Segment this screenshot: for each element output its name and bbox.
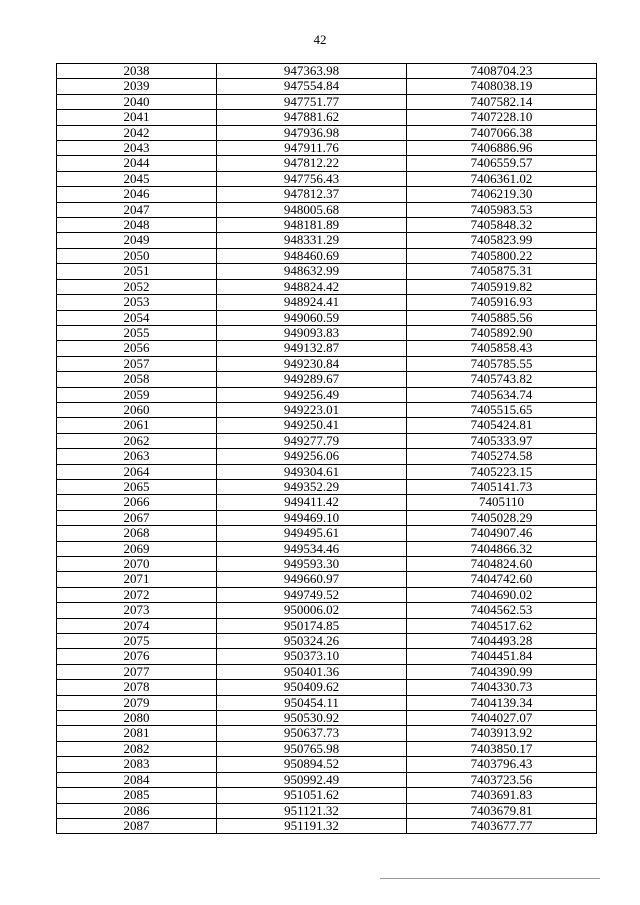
point-number-cell: 2041: [57, 110, 217, 125]
table-row: [57, 79, 597, 94]
x-coordinate-cell: 947751.77: [217, 94, 407, 109]
coordinates-table-body: [57, 64, 597, 834]
table-row: [57, 449, 597, 464]
x-coordinate-cell: 950373.10: [217, 649, 407, 664]
y-coordinate-cell: 7405223.15: [407, 464, 597, 479]
x-coordinate-cell: 949660.97: [217, 572, 407, 587]
point-number-cell: 2074: [57, 618, 217, 633]
page-number: 42: [313, 32, 327, 47]
table-row: [57, 788, 597, 803]
table-row: [57, 479, 597, 494]
point-number-cell: 2059: [57, 387, 217, 402]
x-coordinate-cell: 950765.98: [217, 741, 407, 756]
point-number-cell: 2038: [57, 64, 217, 79]
y-coordinate-cell: 7403679.81: [407, 803, 597, 818]
y-coordinate-cell: 7405333.97: [407, 433, 597, 448]
table-row: [57, 248, 597, 263]
point-number-cell: 2066: [57, 495, 217, 510]
point-number-cell: 2062: [57, 433, 217, 448]
y-coordinate-cell: 7404390.99: [407, 664, 597, 679]
y-coordinate-cell: 7405028.29: [407, 510, 597, 525]
point-number-cell: 2057: [57, 356, 217, 371]
y-coordinate-cell: 7404866.32: [407, 541, 597, 556]
y-coordinate-cell: 7404493.28: [407, 634, 597, 649]
y-coordinate-cell: 7404517.62: [407, 618, 597, 633]
table-row: [57, 202, 597, 217]
point-number-cell: 2072: [57, 587, 217, 602]
y-coordinate-cell: 7405858.43: [407, 341, 597, 356]
y-coordinate-cell: 7403723.56: [407, 772, 597, 787]
y-coordinate-cell: 7406219.30: [407, 187, 597, 202]
point-number-cell: 2068: [57, 526, 217, 541]
y-coordinate-cell: 7406361.02: [407, 171, 597, 186]
table-row: [57, 618, 597, 633]
table-row: [57, 433, 597, 448]
table-row: [57, 141, 597, 156]
table-row: [57, 526, 597, 541]
y-coordinate-cell: 7408704.23: [407, 64, 597, 79]
table-row: [57, 818, 597, 833]
table-row: [57, 772, 597, 787]
y-coordinate-cell: 7405743.82: [407, 372, 597, 387]
y-coordinate-cell: 7404330.73: [407, 680, 597, 695]
x-coordinate-cell: 948005.68: [217, 202, 407, 217]
y-coordinate-cell: 7405141.73: [407, 479, 597, 494]
point-number-cell: 2077: [57, 664, 217, 679]
y-coordinate-cell: 7406886.96: [407, 141, 597, 156]
point-number-cell: 2086: [57, 803, 217, 818]
y-coordinate-cell: 7408038.19: [407, 79, 597, 94]
y-coordinate-cell: 7405634.74: [407, 387, 597, 402]
point-number-cell: 2070: [57, 557, 217, 572]
point-number-cell: 2051: [57, 264, 217, 279]
table-row: [57, 94, 597, 109]
point-number-cell: 2046: [57, 187, 217, 202]
point-number-cell: 2083: [57, 757, 217, 772]
x-coordinate-cell: 949352.29: [217, 479, 407, 494]
x-coordinate-cell: 950006.02: [217, 603, 407, 618]
y-coordinate-cell: 7405916.93: [407, 295, 597, 310]
x-coordinate-cell: 949749.52: [217, 587, 407, 602]
table-row: [57, 695, 597, 710]
point-number-cell: 2049: [57, 233, 217, 248]
table-row: [57, 372, 597, 387]
y-coordinate-cell: 7407582.14: [407, 94, 597, 109]
table-row: [57, 233, 597, 248]
y-coordinate-cell: 7405274.58: [407, 449, 597, 464]
y-coordinate-cell: 7404742.60: [407, 572, 597, 587]
point-number-cell: 2064: [57, 464, 217, 479]
table-row: [57, 125, 597, 140]
x-coordinate-cell: 949411.42: [217, 495, 407, 510]
y-coordinate-cell: 7403677.77: [407, 818, 597, 833]
point-number-cell: 2056: [57, 341, 217, 356]
point-number-cell: 2076: [57, 649, 217, 664]
y-coordinate-cell: 7403691.83: [407, 788, 597, 803]
y-coordinate-cell: 7407066.38: [407, 125, 597, 140]
y-coordinate-cell: 7406559.57: [407, 156, 597, 171]
y-coordinate-cell: 7404139.34: [407, 695, 597, 710]
table-row: [57, 218, 597, 233]
y-coordinate-cell: 7405785.55: [407, 356, 597, 371]
x-coordinate-cell: 948331.29: [217, 233, 407, 248]
y-coordinate-cell: 7405800.22: [407, 248, 597, 263]
coordinates-table: [56, 63, 597, 834]
y-coordinate-cell: 7405983.53: [407, 202, 597, 217]
table-row: [57, 603, 597, 618]
x-coordinate-cell: 950174.85: [217, 618, 407, 633]
table-row: [57, 634, 597, 649]
table-row: [57, 418, 597, 433]
x-coordinate-cell: 951191.32: [217, 818, 407, 833]
table-row: [57, 510, 597, 525]
point-number-cell: 2040: [57, 94, 217, 109]
table-row: [57, 757, 597, 772]
x-coordinate-cell: 949256.49: [217, 387, 407, 402]
x-coordinate-cell: 948181.89: [217, 218, 407, 233]
point-number-cell: 2039: [57, 79, 217, 94]
table-row: [57, 279, 597, 294]
table-row: [57, 356, 597, 371]
table-row: [57, 156, 597, 171]
point-number-cell: 2050: [57, 248, 217, 263]
table-row: [57, 649, 597, 664]
table-row: [57, 187, 597, 202]
table-row: [57, 680, 597, 695]
x-coordinate-cell: 947936.98: [217, 125, 407, 140]
x-coordinate-cell: 950454.11: [217, 695, 407, 710]
table-row: [57, 341, 597, 356]
x-coordinate-cell: 948632.99: [217, 264, 407, 279]
x-coordinate-cell: 950401.36: [217, 664, 407, 679]
x-coordinate-cell: 947756.43: [217, 171, 407, 186]
x-coordinate-cell: 947812.22: [217, 156, 407, 171]
y-coordinate-cell: 7404027.07: [407, 711, 597, 726]
y-coordinate-cell: 7405823.99: [407, 233, 597, 248]
table-row: [57, 711, 597, 726]
x-coordinate-cell: 949060.59: [217, 310, 407, 325]
y-coordinate-cell: 7404907.46: [407, 526, 597, 541]
y-coordinate-cell: 7405848.32: [407, 218, 597, 233]
table-row: [57, 587, 597, 602]
x-coordinate-cell: 950637.73: [217, 726, 407, 741]
y-coordinate-cell: 7404562.53: [407, 603, 597, 618]
table-row: [57, 726, 597, 741]
point-number-cell: 2065: [57, 479, 217, 494]
point-number-cell: 2082: [57, 741, 217, 756]
table-row: [57, 557, 597, 572]
x-coordinate-cell: 947363.98: [217, 64, 407, 79]
y-coordinate-cell: 7404690.02: [407, 587, 597, 602]
y-coordinate-cell: 7403796.43: [407, 757, 597, 772]
y-coordinate-cell: 7407228.10: [407, 110, 597, 125]
x-coordinate-cell: 947812.37: [217, 187, 407, 202]
x-coordinate-cell: 948824.42: [217, 279, 407, 294]
point-number-cell: 2054: [57, 310, 217, 325]
table-row: [57, 664, 597, 679]
table-row: [57, 325, 597, 340]
y-coordinate-cell: 7405875.31: [407, 264, 597, 279]
x-coordinate-cell: 949277.79: [217, 433, 407, 448]
table-row: [57, 741, 597, 756]
table-row: [57, 171, 597, 186]
x-coordinate-cell: 948460.69: [217, 248, 407, 263]
y-coordinate-cell: 7404451.84: [407, 649, 597, 664]
point-number-cell: 2058: [57, 372, 217, 387]
point-number-cell: 2073: [57, 603, 217, 618]
point-number-cell: 2075: [57, 634, 217, 649]
table-row: [57, 495, 597, 510]
footer-divider: [380, 878, 600, 879]
x-coordinate-cell: 949304.61: [217, 464, 407, 479]
point-number-cell: 2044: [57, 156, 217, 171]
x-coordinate-cell: 950530.92: [217, 711, 407, 726]
point-number-cell: 2067: [57, 510, 217, 525]
y-coordinate-cell: 7403850.17: [407, 741, 597, 756]
table-row: [57, 402, 597, 417]
x-coordinate-cell: 950894.52: [217, 757, 407, 772]
point-number-cell: 2045: [57, 171, 217, 186]
x-coordinate-cell: 950992.49: [217, 772, 407, 787]
point-number-cell: 2069: [57, 541, 217, 556]
point-number-cell: 2047: [57, 202, 217, 217]
x-coordinate-cell: 949093.83: [217, 325, 407, 340]
table-row: [57, 264, 597, 279]
y-coordinate-cell: 7405919.82: [407, 279, 597, 294]
x-coordinate-cell: 949132.87: [217, 341, 407, 356]
table-row: [57, 541, 597, 556]
x-coordinate-cell: 949256.06: [217, 449, 407, 464]
table-row: [57, 803, 597, 818]
point-number-cell: 2084: [57, 772, 217, 787]
x-coordinate-cell: 949495.61: [217, 526, 407, 541]
table-row: [57, 387, 597, 402]
point-number-cell: 2060: [57, 402, 217, 417]
table-row: [57, 295, 597, 310]
table-row: [57, 464, 597, 479]
y-coordinate-cell: 7405424.81: [407, 418, 597, 433]
point-number-cell: 2043: [57, 141, 217, 156]
x-coordinate-cell: 948924.41: [217, 295, 407, 310]
table-row: [57, 64, 597, 79]
x-coordinate-cell: 949469.10: [217, 510, 407, 525]
point-number-cell: 2042: [57, 125, 217, 140]
point-number-cell: 2081: [57, 726, 217, 741]
point-number-cell: 2079: [57, 695, 217, 710]
x-coordinate-cell: 951051.62: [217, 788, 407, 803]
x-coordinate-cell: 950409.62: [217, 680, 407, 695]
x-coordinate-cell: 950324.26: [217, 634, 407, 649]
x-coordinate-cell: 947911.76: [217, 141, 407, 156]
point-number-cell: 2078: [57, 680, 217, 695]
table-row: [57, 110, 597, 125]
point-number-cell: 2052: [57, 279, 217, 294]
point-number-cell: 2071: [57, 572, 217, 587]
y-coordinate-cell: 7404824.60: [407, 557, 597, 572]
table-row: [57, 310, 597, 325]
point-number-cell: 2053: [57, 295, 217, 310]
table-row: [57, 572, 597, 587]
y-coordinate-cell: 7405885.56: [407, 310, 597, 325]
point-number-cell: 2085: [57, 788, 217, 803]
x-coordinate-cell: 949230.84: [217, 356, 407, 371]
point-number-cell: 2087: [57, 818, 217, 833]
x-coordinate-cell: 947881.62: [217, 110, 407, 125]
x-coordinate-cell: 949289.67: [217, 372, 407, 387]
x-coordinate-cell: 949223.01: [217, 402, 407, 417]
y-coordinate-cell: 7405110: [407, 495, 597, 510]
point-number-cell: 2055: [57, 325, 217, 340]
point-number-cell: 2048: [57, 218, 217, 233]
point-number-cell: 2063: [57, 449, 217, 464]
y-coordinate-cell: 7405515.65: [407, 402, 597, 417]
x-coordinate-cell: 949534.46: [217, 541, 407, 556]
x-coordinate-cell: 949593.30: [217, 557, 407, 572]
x-coordinate-cell: 949250.41: [217, 418, 407, 433]
point-number-cell: 2080: [57, 711, 217, 726]
y-coordinate-cell: 7403913.92: [407, 726, 597, 741]
x-coordinate-cell: 947554.84: [217, 79, 407, 94]
point-number-cell: 2061: [57, 418, 217, 433]
y-coordinate-cell: 7405892.90: [407, 325, 597, 340]
x-coordinate-cell: 951121.32: [217, 803, 407, 818]
